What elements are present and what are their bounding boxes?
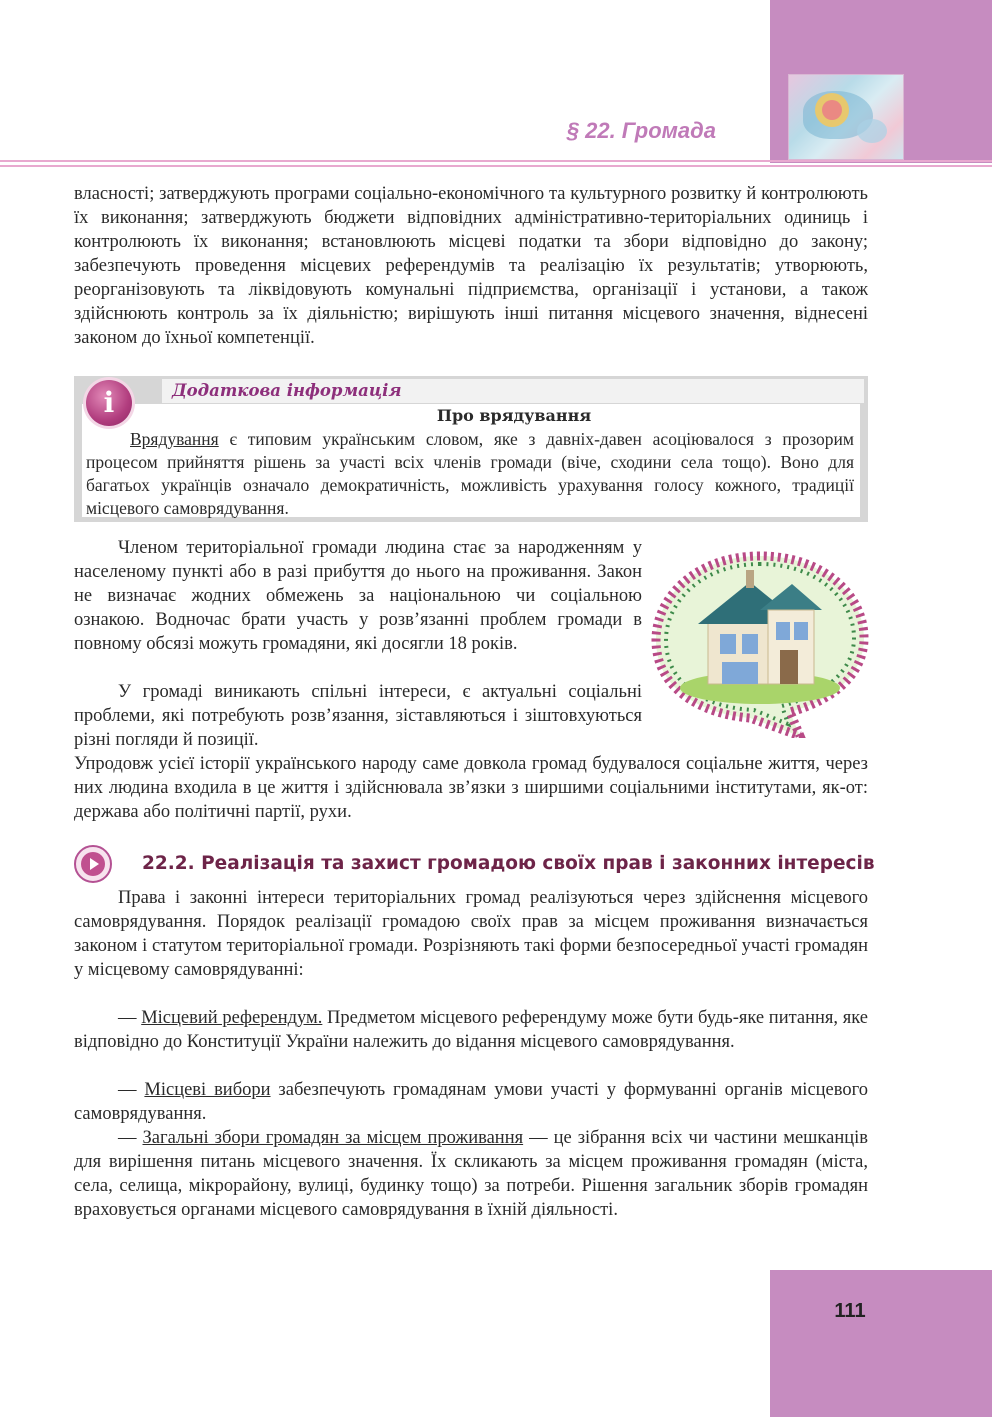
membership-paragraph: Членом територіальної громади людина стає за народженням у населеному пункті або в разі прибуття до нього на проживання. Закон не визначає жодних обмежень за національною чи соціальною ознакою. Водночас брати участь у розв’язанні проблем громади в повному обсязі можуть громадяни, які досягли 18 років. bbox=[74, 538, 642, 654]
page-header-title: § 22. Громада bbox=[566, 118, 716, 143]
form-item-elections: — Місцеві вибори забезпечують громадянам умови участі у формуванні органів місцевого самоврядування. bbox=[74, 1080, 868, 1124]
additional-info-box bbox=[74, 376, 868, 522]
community-house-illustration bbox=[650, 538, 870, 738]
info-body: є типовим українським словом, яке з давніх-давен асоціювалося з прозорим процесом прийняття рішень за участі всіх членів громади (віче, сходини села тощо). Воно для багатьох українців означало демократичність, можливість урахування голосу кожного, традиції місцевого самоврядування. bbox=[86, 429, 854, 518]
info-term: Врядування bbox=[130, 429, 219, 449]
play-icon bbox=[74, 845, 112, 883]
info-icon: i bbox=[86, 380, 132, 426]
header-divider-secondary bbox=[0, 165, 992, 167]
interests-paragraph: У громаді виникають спільні інтереси, є актуальні соціальні проблеми, які потребують розв’язання, зіставляються і зіштовхуються різні погляди й позиції. bbox=[74, 682, 642, 750]
form-term-elections: Місцеві вибори bbox=[144, 1080, 271, 1100]
header-divider bbox=[0, 160, 992, 162]
info-text bbox=[86, 428, 854, 520]
intro-paragraph: власності; затверджують програми соціально-економічного та культурного розвитку й контролюють їх виконання; затверджують бюджети відповідних адміністративно-територіальних одиниць і контролюють їх виконання; встановлюють місцеві податки та збори відповідно до закону; забезпечують проведення місцевих референдумів та реалізацію їх результатів; утворюють, реорганізовують та ліквідовують комунальні підприємства, організації і установи, а також здійснюють контроль за їх діяльністю; вирішують інші питання місцевого значення, віднесені законом до їхньої компетенції. bbox=[74, 184, 868, 348]
form-term-assembly: Загальні збори громадян за місцем проживання bbox=[142, 1128, 524, 1148]
form-item-assembly: — Загальні збори громадян за місцем проживання — це зібрання всіх чи частини мешканців для вирішення питань місцевого значення. Їх скликають за місцем проживання громадян (міста, села, селища, мікрорайону, вулиці, будинку тощо) за потреби. Рішення загальник зборів громадян враховується органами місцевого самоврядування в їхній діяльності. bbox=[74, 1128, 868, 1220]
form-term-referendum: Місцевий референдум. bbox=[141, 1008, 323, 1028]
info-title: Про врядування bbox=[436, 406, 592, 425]
header-thumbnail-image bbox=[788, 74, 904, 160]
info-label: Додаткова інформація bbox=[172, 381, 402, 400]
rights-paragraph: Права і законні інтереси територіальних громад реалізуються через здійснення місцевого самоврядування. Порядок реалізації громадою своїх прав за місцем проживання визначається законом і статутом територіальної громади. Розрізняють такі форми безпосередньої участі громадян у місцевому самоврядуванні: bbox=[74, 888, 868, 980]
footer-color-band bbox=[770, 1270, 992, 1417]
form-item-referendum: — Місцевий референдум. Предметом місцевого референдуму може бути будь-яке питання, яке відповідно до Конституції України належить до відання місцевого самоврядування. bbox=[74, 1008, 868, 1052]
section-heading: 22.2. Реалізація та захист громадою своїх прав і законних інтересів bbox=[142, 853, 875, 874]
interests-paragraph-continued: Упродовж усієї історії українського народу саме довкола громад будувалося соціальне життя, через них людина входила в це життя і здійснювала зв’язки з ширшими соціальними інститутами, як-от: держава або політичні партії, рухи. bbox=[74, 754, 868, 822]
page-number: 111 bbox=[834, 1300, 866, 1322]
